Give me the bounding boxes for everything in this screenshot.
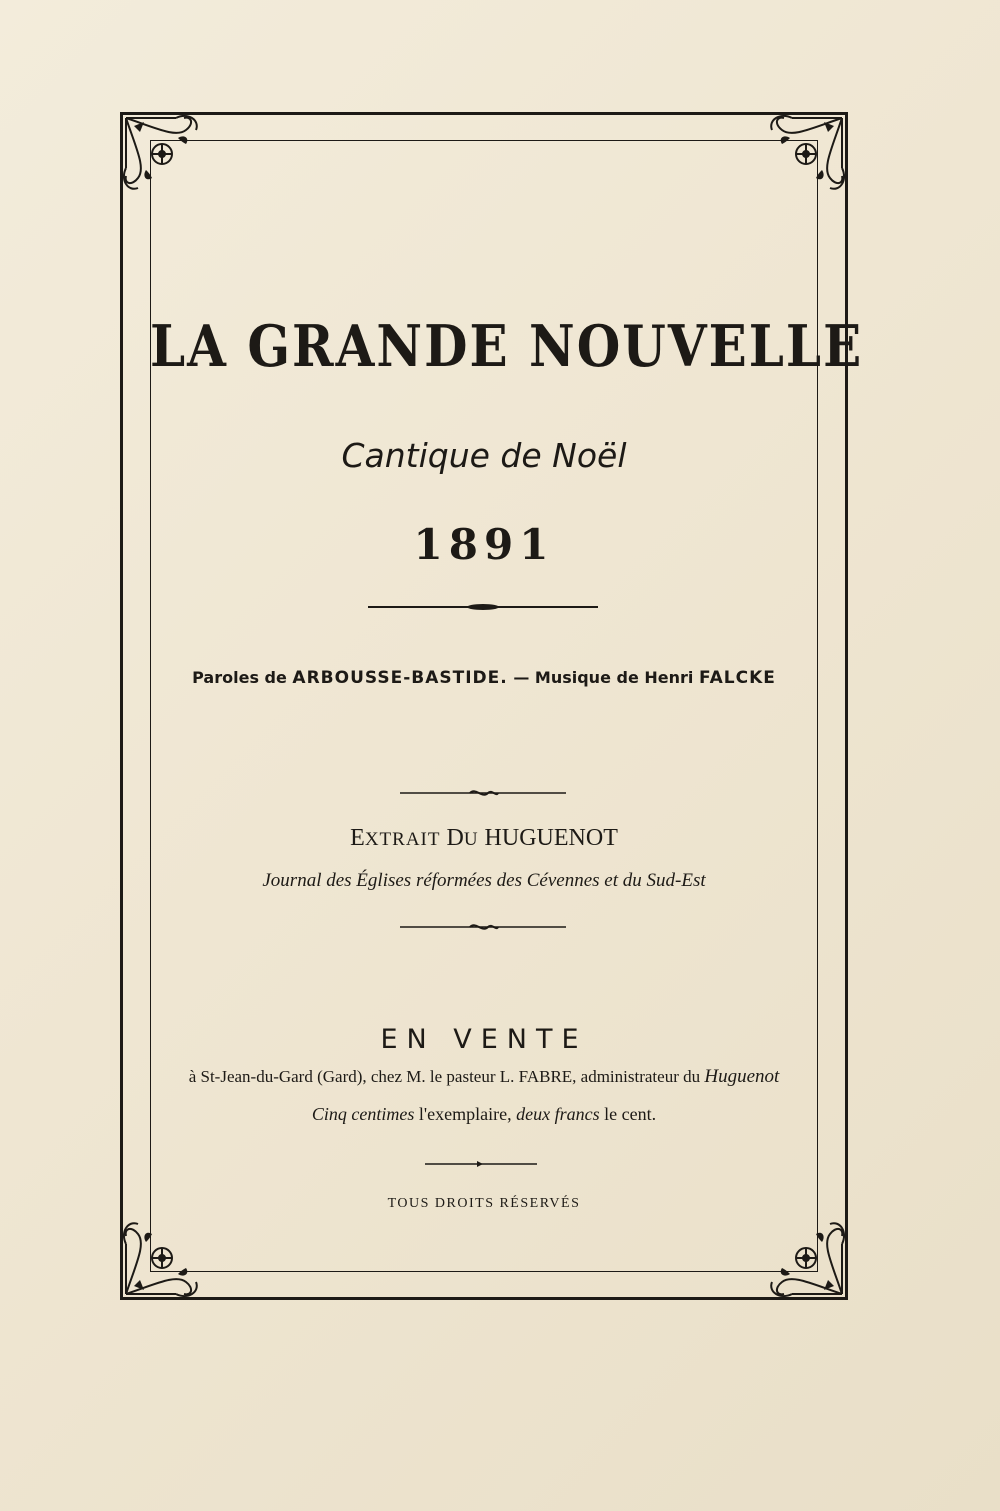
- paroles-author: ARBOUSSE-BASTIDE.: [292, 668, 508, 688]
- corner-ornament-icon: [116, 108, 212, 204]
- page-title: LA GRANDE NOUVELLE: [150, 312, 864, 380]
- publication-year: 1891: [413, 520, 555, 569]
- inner-frame-border: [150, 140, 864, 1272]
- extrait-rest: XTRAIT: [364, 829, 441, 850]
- price-hundred-amount: deux francs: [516, 1104, 600, 1124]
- price-hundred-label: le cent.: [604, 1104, 657, 1124]
- ornamental-rule-icon: [368, 601, 598, 613]
- corner-ornament-icon: [116, 1208, 212, 1304]
- journal-description: Journal des Églises réformées des Cévennes et du Sud-Est: [262, 870, 706, 891]
- sale-address: [150, 1066, 818, 1088]
- page-subtitle: Cantique de Noël: [341, 436, 627, 475]
- journal-name: HUGUENOT: [484, 825, 618, 851]
- rights-notice: TOUS DROITS RÉSERVÉS: [387, 1196, 581, 1211]
- ornamental-rule-icon: [400, 921, 566, 933]
- credits-line: [150, 668, 818, 688]
- corner-ornament-icon: [756, 1208, 852, 1304]
- extrait-line: [150, 825, 818, 852]
- ornamental-rule-icon: [425, 1158, 537, 1170]
- price-unit-amount: Cinq centimes: [311, 1104, 415, 1124]
- du-rest: U: [463, 829, 479, 850]
- credits-separator: —: [513, 668, 530, 687]
- du-initial: D: [446, 825, 464, 851]
- paroles-label: Paroles de: [192, 668, 287, 687]
- musique-label: Musique de Henri: [534, 668, 694, 687]
- sale-price: [150, 1104, 818, 1125]
- corner-ornament-icon: [756, 108, 852, 204]
- extrait-initial: E: [350, 825, 365, 851]
- price-unit-label: l'exemplaire,: [418, 1104, 512, 1124]
- sale-address-journal: Huguenot: [704, 1066, 780, 1087]
- musique-author: FALCKE: [698, 668, 776, 688]
- sale-address-text: à St-Jean-du-Gard (Gard), chez M. le pasteur L. FABRE, administrateur du: [188, 1067, 701, 1086]
- sale-heading: EN VENTE: [380, 1024, 588, 1055]
- ornamental-rule-icon: [400, 787, 566, 799]
